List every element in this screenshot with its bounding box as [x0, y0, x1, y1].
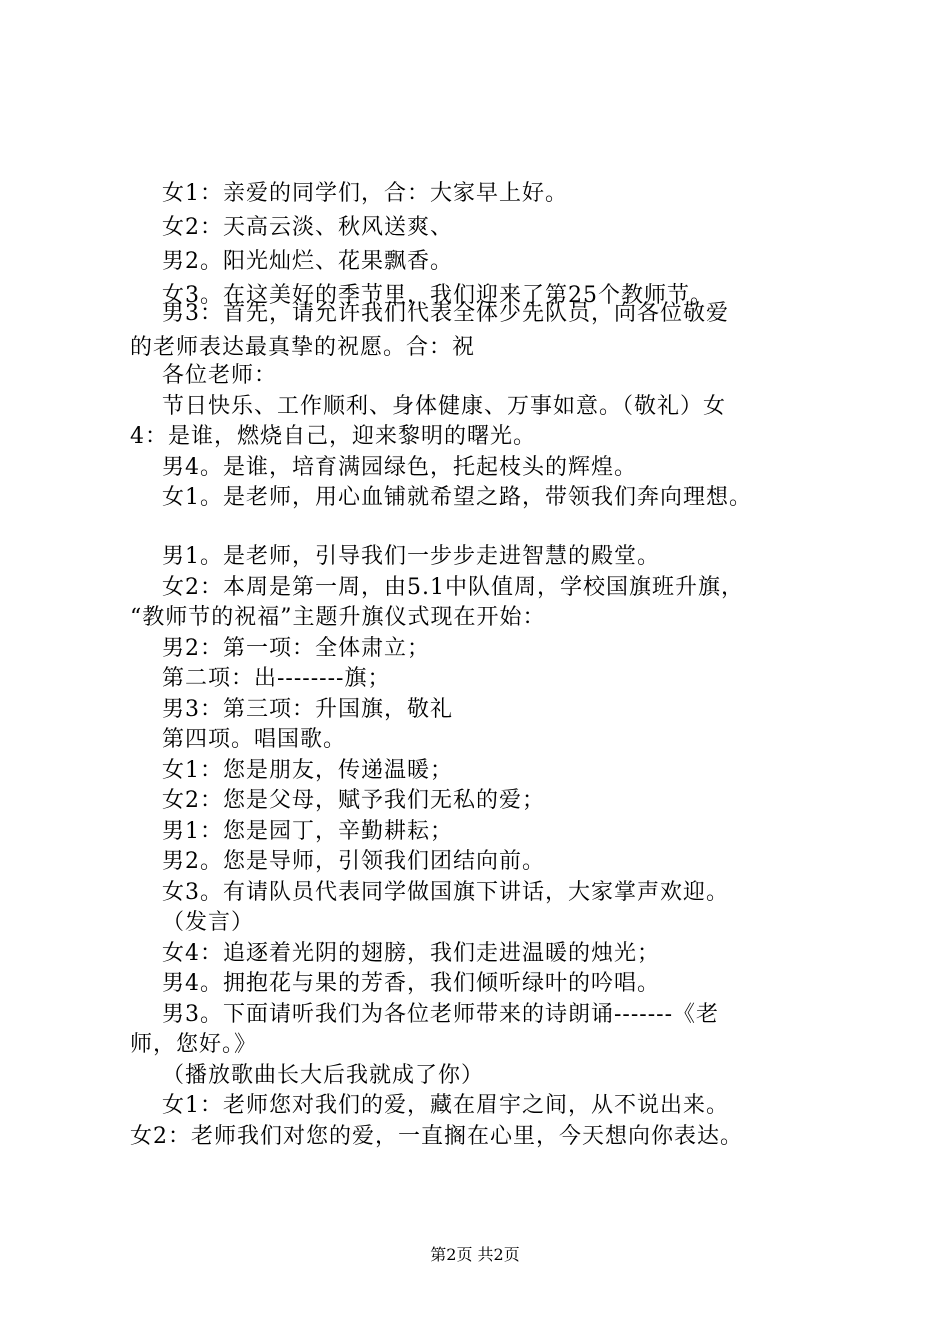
text-line: 男3。下面请听我们为各位老师带来的诗朗诵-------《老: [130, 1002, 720, 1027]
text-line: 男1。是老师，引导我们一步步走进智慧的殿堂。: [130, 544, 660, 569]
text-line: 女3。在这美好的季节里，我们迎来了第25个教师节。: [130, 283, 713, 308]
text-line: 女1：您是朋友，传递温暖；: [130, 758, 453, 783]
text-line: 女1：亲爱的同学们，合：大家早上好。: [130, 181, 568, 206]
text-line: 男4。是谁，培育满园绿色，托起枝头的辉煌。: [130, 455, 637, 480]
text-line: 女2：天高云淡、秋风送爽、: [130, 215, 453, 240]
text-line: 女2：您是父母，赋予我们无私的爱；: [130, 788, 545, 813]
text-line: “教师节的祝福”主题升旗仪式现在开始：: [130, 605, 546, 630]
text-line: 节日快乐、工作顺利、身体健康、万事如意。（敬礼）女: [130, 394, 726, 419]
text-line: 第二项：出--------旗；: [130, 666, 391, 691]
text-line: （播放歌曲长大后我就成了你）: [130, 1063, 484, 1088]
text-line: 男2。您是导师，引领我们团结向前。: [130, 849, 545, 874]
text-line: 师，您好。》: [130, 1032, 258, 1057]
text-line: 女1：老师您对我们的爱，藏在眉宇之间，从不说出来。: [130, 1093, 729, 1118]
text-line: 男2。阳光灿烂、花果飘香。: [130, 249, 453, 274]
text-line: 男4。拥抱花与果的芳香，我们倾听绿叶的吟唱。: [130, 971, 660, 996]
text-line: 的老师表达最真挚的祝愿。合：祝: [130, 335, 476, 360]
text-line: 各位老师：: [130, 363, 277, 388]
text-line: 男3：首先，请允许我们代表全体少先队员，向各位敬爱: [130, 301, 729, 326]
text-line: 4：是谁，燃烧自己，迎来黎明的曙光。: [130, 424, 536, 449]
text-line: （发言）: [130, 910, 254, 935]
text-line: 女4：追逐着光阴的翅膀，我们走进温暖的烛光；: [130, 941, 660, 966]
text-line: 女1。是老师，用心血铺就希望之路，带领我们奔向理想。: [130, 485, 752, 510]
text-line: 第四项。唱国歌。: [130, 727, 346, 752]
text-line: 男1：您是园丁，辛勤耕耘；: [130, 819, 453, 844]
page-footer: 第2页 共2页: [430, 1245, 520, 1264]
text-line: 男3：第三项：升国旗，敬礼: [130, 697, 453, 722]
text-line: 女2：本周是第一周，由5.1中队值周，学校国旗班升旗，: [130, 575, 744, 600]
text-line: 男2：第一项：全体肃立；: [130, 636, 430, 661]
text-line: 女3。有请队员代表同学做国旗下讲话，大家掌声欢迎。: [130, 880, 729, 905]
text-line: 女2：老师我们对您的爱，一直搁在心里，今天想向你表达。: [130, 1124, 743, 1149]
